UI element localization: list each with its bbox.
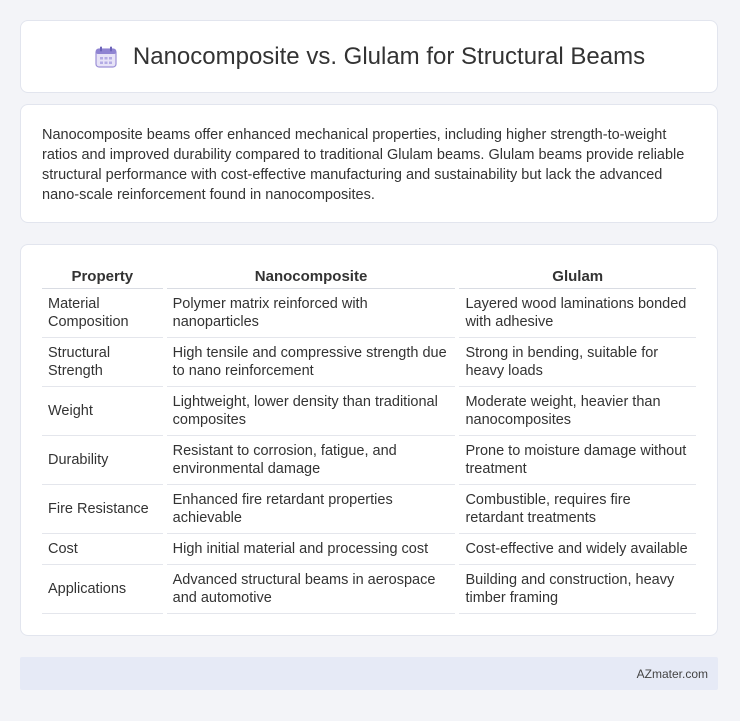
table-row: [42, 565, 696, 614]
page-title: Nanocomposite vs. Glulam for Structural Beams: [132, 42, 646, 70]
cell-property: Fire Resistance: [42, 485, 163, 534]
footer: [20, 657, 718, 690]
table-row: [42, 436, 696, 485]
title-card: [20, 20, 718, 93]
table-row: [42, 485, 696, 534]
comparison-card: [20, 244, 718, 636]
table-row: [42, 338, 696, 387]
cell-nanocomposite: Lightweight, lower density than traditional composites: [167, 387, 456, 436]
calendar-icon: [93, 44, 119, 70]
cell-property: Weight: [42, 387, 163, 436]
table-row: [42, 387, 696, 436]
cell-nanocomposite: Enhanced fire retardant properties achievable: [167, 485, 456, 534]
cell-glulam: Combustible, requires fire retardant treatments: [459, 485, 696, 534]
cell-glulam: Building and construction, heavy timber framing: [459, 565, 696, 614]
cell-property: Material Composition: [42, 289, 163, 338]
table-row: [42, 534, 696, 565]
table-header-row: [42, 267, 696, 289]
footer-brand: AZmater.com: [636, 666, 708, 681]
header-property: Property: [42, 267, 163, 289]
cell-glulam: Moderate weight, heavier than nanocomposites: [459, 387, 696, 436]
cell-nanocomposite: Advanced structural beams in aerospace and automotive: [167, 565, 456, 614]
comparison-table: [38, 267, 700, 614]
cell-glulam: Prone to moisture damage without treatment: [459, 436, 696, 485]
cell-glulam: Layered wood laminations bonded with adhesive: [459, 289, 696, 338]
cell-glulam: Strong in bending, suitable for heavy loads: [459, 338, 696, 387]
cell-property: Cost: [42, 534, 163, 565]
header-glulam: Glulam: [459, 267, 696, 289]
cell-property: Applications: [42, 565, 163, 614]
cell-property: Structural Strength: [42, 338, 163, 387]
cell-property: Durability: [42, 436, 163, 485]
header-nanocomposite: Nanocomposite: [167, 267, 456, 289]
cell-nanocomposite: Polymer matrix reinforced with nanoparticles: [167, 289, 456, 338]
cell-nanocomposite: Resistant to corrosion, fatigue, and environmental damage: [167, 436, 456, 485]
intro-text: Nanocomposite beams offer enhanced mechanical properties, including higher strength-to-weight ratios and improved durability compared to traditional Glulam beams. Glulam beams provide reliable structural performance with cost-effective manufacturing and sustainability but lack the advanced nano-scale reinforcement found in nanocomposites.: [42, 127, 685, 203]
intro-card: [20, 104, 718, 223]
cell-nanocomposite: High tensile and compressive strength due to nano reinforcement: [167, 338, 456, 387]
cell-nanocomposite: High initial material and processing cost: [167, 534, 456, 565]
table-row: [42, 289, 696, 338]
cell-glulam: Cost-effective and widely available: [459, 534, 696, 565]
